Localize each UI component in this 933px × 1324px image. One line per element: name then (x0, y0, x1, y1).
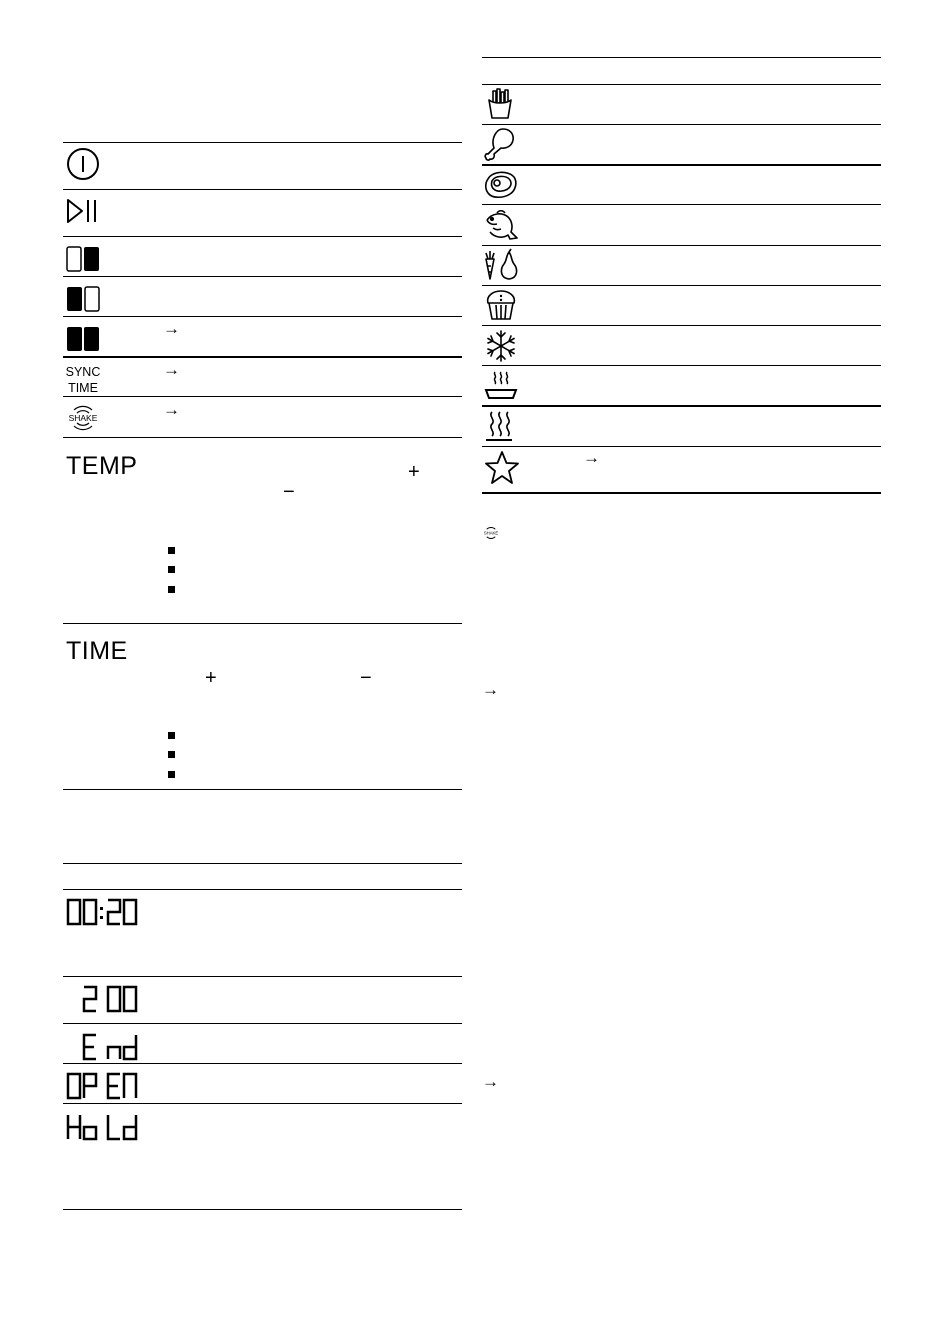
display-text: HoLd (66, 1113, 69, 1114)
shake-icon (483, 525, 499, 541)
power-icon (66, 147, 100, 181)
table-rule (63, 1063, 462, 1064)
plus-icon: + (408, 461, 420, 483)
table-rule (63, 276, 462, 277)
arrow-icon: → (163, 360, 180, 379)
display-end-icon (66, 1033, 140, 1063)
table-rule (482, 245, 881, 246)
table-rule (482, 405, 881, 407)
minus-icon: − (283, 481, 295, 503)
arrow-icon: → (163, 400, 180, 419)
table-rule (63, 976, 462, 977)
time-label: TIME (68, 381, 98, 395)
bullet-icon (168, 771, 175, 778)
table-rule (63, 623, 462, 624)
table-rule (482, 164, 881, 166)
sync-time-icon (63, 364, 103, 396)
left-basket-icon (66, 286, 100, 313)
shake-note-label: SHAKE (483, 530, 499, 536)
table-rule (482, 492, 881, 494)
table-rule (63, 1103, 462, 1104)
table-rule (482, 285, 881, 286)
table-rule (63, 1023, 462, 1024)
arrow-icon: → (583, 448, 600, 467)
steak-icon (484, 169, 518, 201)
table-rule (63, 1209, 462, 1210)
reheat-icon (484, 409, 518, 443)
display-hold-icon (66, 1113, 140, 1143)
table-rule (63, 189, 462, 190)
shake-icon (66, 401, 100, 435)
table-rule (482, 204, 881, 205)
table-rule (63, 437, 462, 438)
bullet-icon (168, 586, 175, 593)
bullet-icon (168, 732, 175, 739)
chicken-leg-icon (484, 127, 516, 163)
right-basket-icon (66, 246, 100, 273)
table-rule (482, 84, 881, 85)
muffin-icon (484, 288, 518, 322)
display-200-icon (66, 985, 140, 1015)
fries-icon (484, 87, 516, 121)
display-text: OPEN (66, 1072, 69, 1073)
table-rule (63, 396, 462, 397)
arrow-icon: → (482, 680, 499, 699)
arrow-icon: → (482, 1072, 499, 1091)
plus-icon: + (205, 667, 217, 689)
bullet-icon (168, 547, 175, 554)
vegetables-icon (484, 248, 520, 282)
bullet-icon (168, 566, 175, 573)
display-text: End (66, 1033, 68, 1034)
display-text: 00:20 (66, 898, 69, 899)
table-rule (63, 236, 462, 237)
table-rule (482, 365, 881, 366)
fish-icon (484, 208, 520, 244)
table-rule (482, 446, 881, 447)
table-rule (63, 889, 462, 890)
arrow-icon: → (163, 319, 180, 338)
table-rule (63, 863, 462, 864)
keep-warm-icon (484, 368, 518, 402)
display-00-20-icon (66, 898, 140, 928)
both-baskets-icon (66, 326, 100, 353)
display-text: 200 (66, 985, 68, 986)
display-open-icon (66, 1072, 140, 1102)
sync-label: SYNC (65, 365, 101, 379)
table-rule (63, 789, 462, 790)
play-pause-icon (66, 198, 100, 224)
table-rule (482, 325, 881, 326)
snowflake-icon (484, 329, 518, 363)
table-rule (63, 356, 462, 358)
shake-label: SHAKE (68, 413, 98, 423)
table-rule (63, 316, 462, 317)
bullet-icon (168, 751, 175, 758)
minus-icon: − (360, 667, 372, 689)
table-rule (482, 57, 881, 58)
temp-label: TEMP (66, 452, 138, 480)
time-heading: TIME (66, 637, 128, 665)
star-icon (484, 450, 520, 486)
table-rule (63, 142, 462, 143)
table-rule (482, 124, 881, 125)
